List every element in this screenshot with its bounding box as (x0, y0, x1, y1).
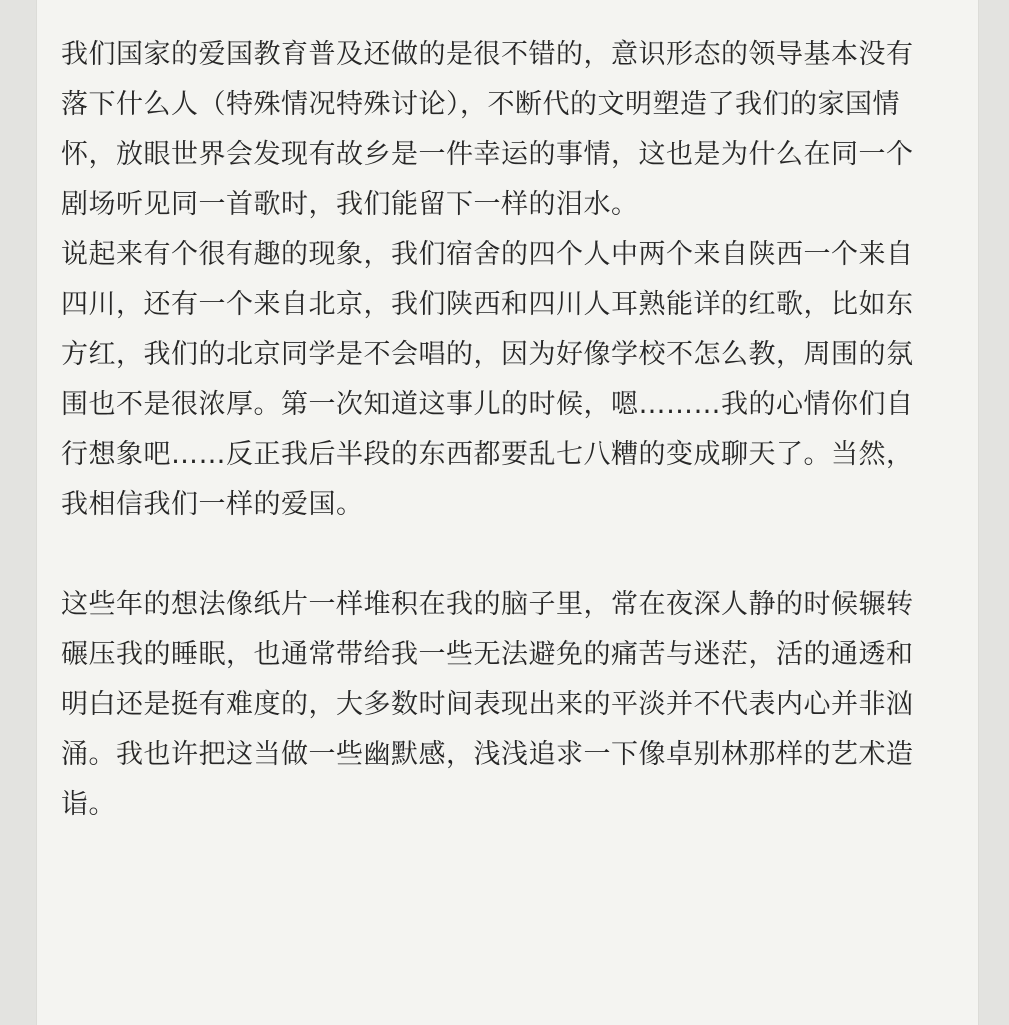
paragraph-2: 说起来有个很有趣的现象，我们宿舍的四个人中两个来自陕西一个来自四川，还有一个来自北京，我们陕西和四川人耳熟能详的红歌，比如东方红，我们的北京同学是不会唱的，因为好像学校不怎么教，周围的氛围也不是很浓厚。第一次知道这事儿的时候，嗯………我的心情你们自行想象吧……反正我后半段的东西都要乱七八糟的变成聊天了。当然，我相信我们一样的爱国。 (61, 239, 914, 520)
paragraph-spacer (61, 530, 921, 580)
paragraph-3: 这些年的想法像纸片一样堆积在我的脑子里，常在夜深人静的时候辗转碾压我的睡眠，也通常带给我一些无法避免的痛苦与迷茫，活的通透和明白还是挺有难度的，大多数时间表现出来的平淡并不代表内心并非汹涌。我也许把这当做一些幽默感，浅浅追求一下像卓别林那样的艺术造诣。 (61, 589, 914, 820)
paragraph-1: 我们国家的爱国教育普及还做的是很不错的，意识形态的领导基本没有落下什么人（特殊情况特殊讨论），不断代的文明塑造了我们的家国情怀，放眼世界会发现有故乡是一件幸运的事情，这也是为什么在同一个剧场听见同一首歌时，我们能留下一样的泪水。 (61, 39, 914, 220)
article-body (61, 30, 921, 830)
document-page (36, 0, 979, 1025)
